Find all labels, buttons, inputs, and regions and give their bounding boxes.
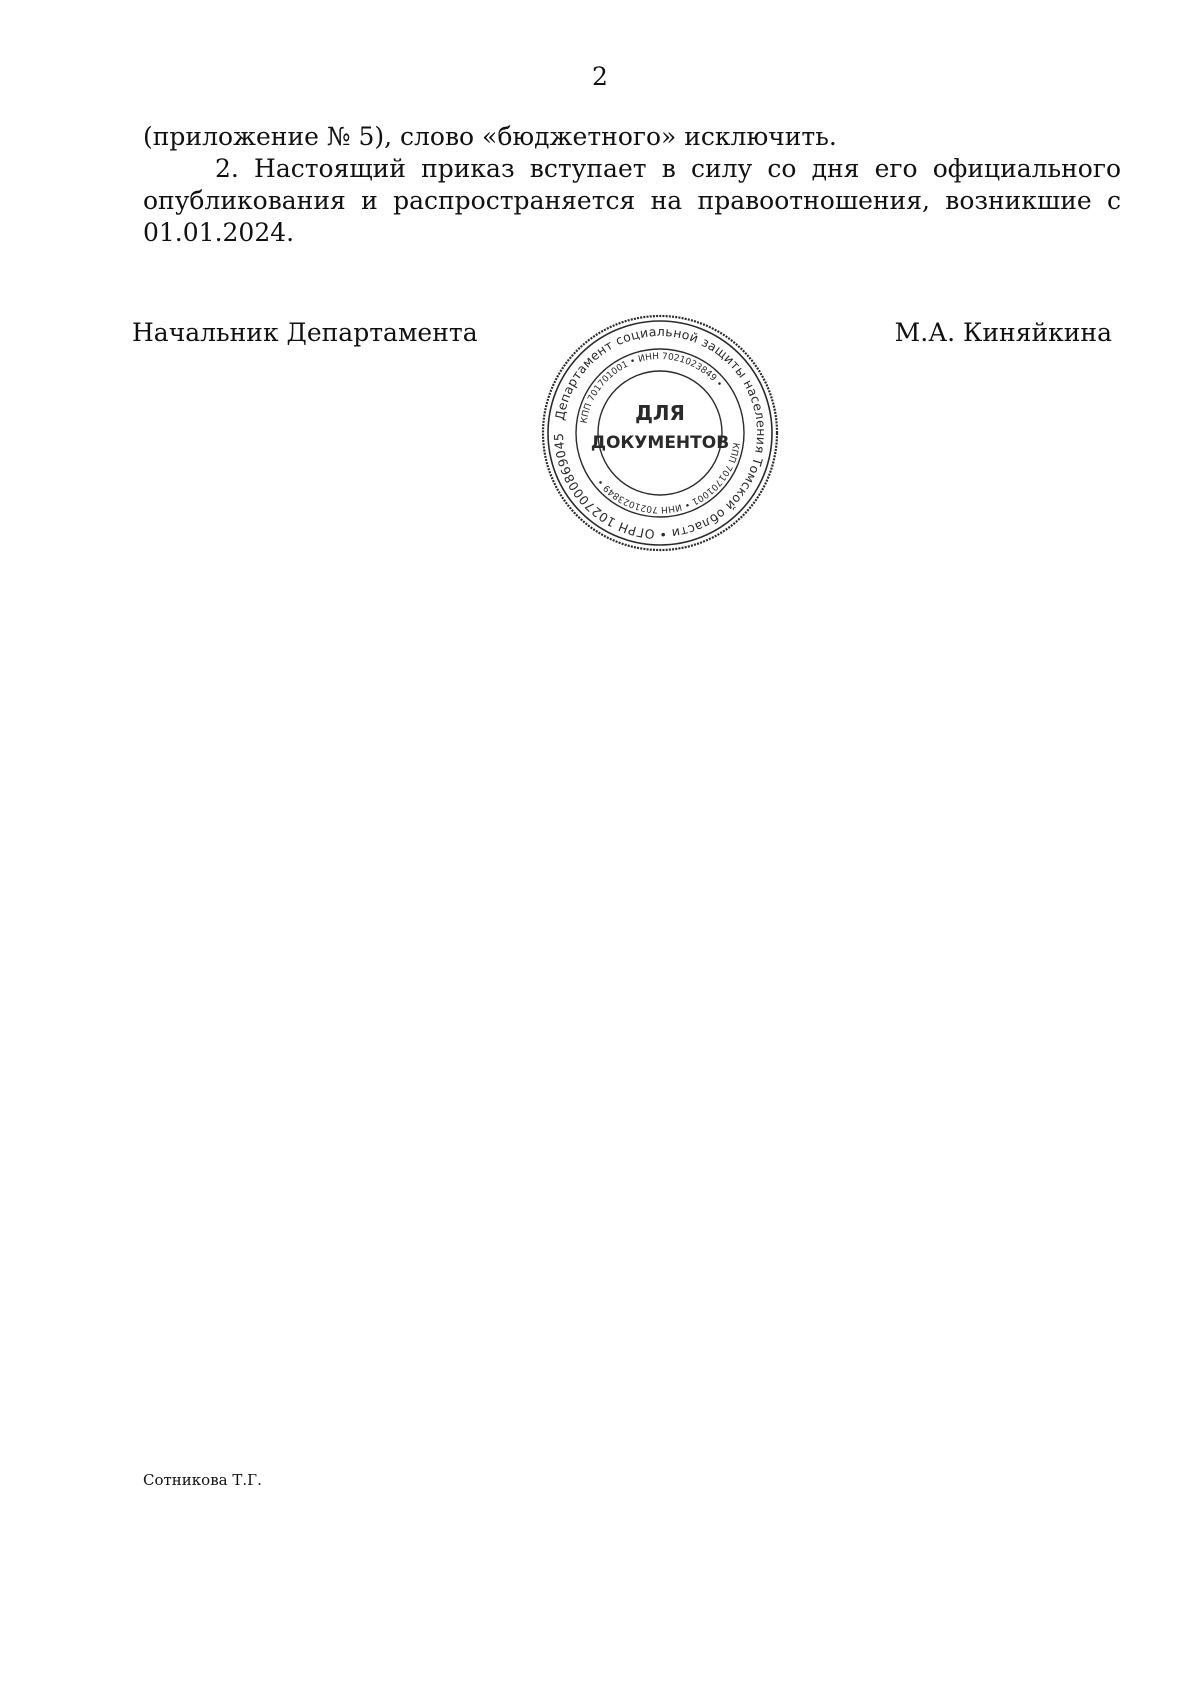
svg-text:ДОКУМЕНТОВ: ДОКУМЕНТОВ xyxy=(590,433,730,453)
svg-text:КПП 701701001 • ИНН 7021023849: КПП 701701001 • ИНН 7021023849 • xyxy=(579,351,724,425)
body-line-appendix: (приложение № 5), слово «бюджетного» исключить. xyxy=(143,122,837,151)
page-number: 2 xyxy=(592,62,608,91)
document-body xyxy=(143,121,1121,249)
body-paragraph-2: 2. Настоящий приказ вступает в силу со дня его официального опубликования и распространяется на правоотношения, возникшие с 01.01.2024. xyxy=(143,154,1121,247)
official-seal xyxy=(540,313,780,553)
svg-text:Департамент социальной защиты: Департамент социальной защиты населения Томской области • ОГРН 1027000869045 xyxy=(550,323,770,543)
signature-name: М.А. Киняйкина xyxy=(894,318,1112,347)
executor-name: Сотникова Т.Г. xyxy=(143,1471,262,1489)
signature-role: Начальник Департамента xyxy=(132,318,478,347)
svg-text:ДЛЯ: ДЛЯ xyxy=(635,401,685,425)
svg-text:КПП 701701001 • ИНН 7021023849: КПП 701701001 • ИНН 7021023849 • xyxy=(596,441,741,515)
